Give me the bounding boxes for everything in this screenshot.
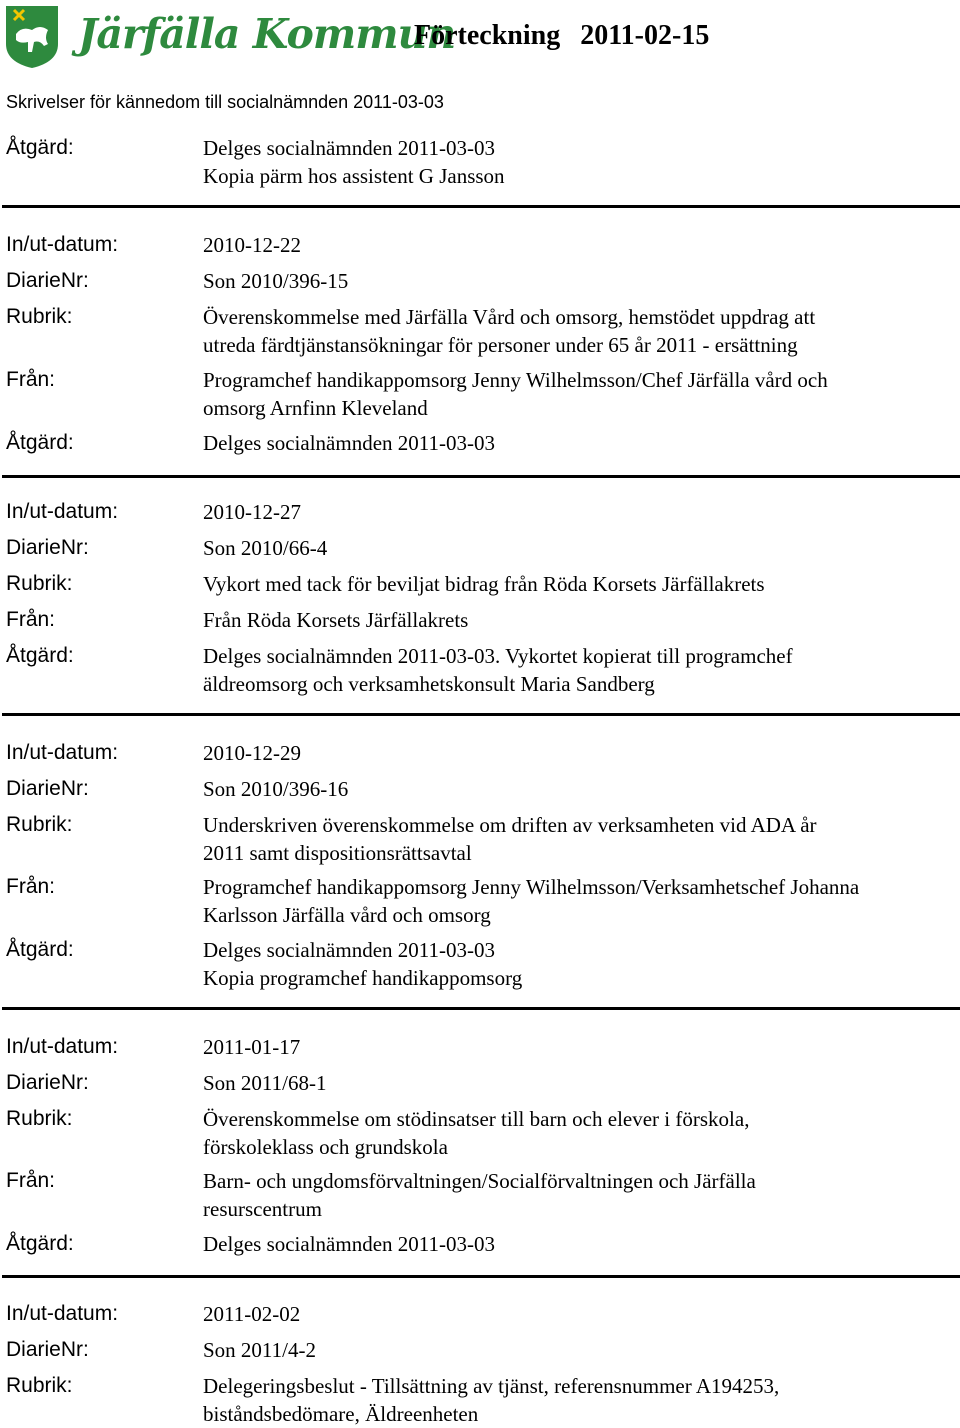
rubrik-line: förskoleklass och grundskola: [203, 1135, 448, 1159]
rubrik-label: Rubrik:: [6, 572, 73, 595]
diarie-value: Son 2010/66-4: [203, 536, 328, 560]
date-value: 2011-01-17: [203, 1035, 301, 1059]
rubrik-label: Rubrik:: [6, 813, 73, 836]
rubrik-value: [203, 1105, 958, 1161]
fran-line: Programchef handikappomsorg Jenny Wilhelmsson/Chef Järfälla vård och: [203, 368, 828, 392]
rubrik-value: [203, 811, 958, 867]
section-divider: [2, 1275, 960, 1278]
atgard-label: Åtgärd:: [6, 136, 74, 159]
fran-value: [203, 1167, 958, 1223]
fran-label: Från:: [6, 368, 56, 391]
date-label: In/ut-datum:: [6, 741, 119, 764]
rubrik-value: [203, 303, 958, 359]
atgard-line: Delges socialnämnden 2011-03-03. Vykortet kopierat till programchef: [203, 644, 793, 668]
date-label: In/ut-datum:: [6, 500, 119, 523]
fran-label: Från:: [6, 608, 56, 631]
diarie-value: Son 2010/396-16: [203, 777, 349, 801]
diarie-label: DiarieNr:: [6, 269, 89, 292]
fran-line: omsorg Arnfinn Kleveland: [203, 396, 428, 420]
section-divider: [2, 713, 960, 716]
date-value: 2010-12-22: [203, 233, 301, 257]
diarie-value: Son 2011/68-1: [203, 1071, 327, 1095]
atgard-value: [203, 642, 958, 698]
fran-line: Programchef handikappomsorg Jenny Wilhelmsson/Verksamhetschef Johanna: [203, 875, 860, 899]
diarie-value: Son 2011/4-2: [203, 1338, 316, 1362]
rubrik-line: Delegeringsbeslut - Tillsättning av tjänst, referensnummer A194253,: [203, 1374, 780, 1398]
atgard-label: Åtgärd:: [6, 644, 74, 667]
atgard-line: äldreomsorg och verksamhetskonsult Maria Sandberg: [203, 672, 655, 696]
fran-value: [203, 873, 958, 929]
atgard-value: [203, 936, 958, 992]
section-divider: [2, 1007, 960, 1010]
fran-line: Karlsson Järfälla vård och omsorg: [203, 903, 491, 927]
fran-label: Från:: [6, 875, 56, 898]
atgard-value: Delges socialnämnden 2011-03-03: [203, 1232, 495, 1256]
rubrik-line: Underskriven överenskommelse om driften av verksamheten vid ADA år: [203, 813, 817, 837]
date-value: 2010-12-29: [203, 741, 301, 765]
rubrik-line: Överenskommelse om stödinsatser till barn och elever i förskola,: [203, 1107, 750, 1131]
municipality-shield-logo: [4, 4, 60, 70]
section-divider: [2, 205, 960, 208]
date-label: In/ut-datum:: [6, 1035, 119, 1058]
fran-line: resurscentrum: [203, 1197, 322, 1221]
document-subtitle: Skrivelser för kännedom till socialnämnden 2011-03-03: [6, 92, 444, 112]
diarie-label: DiarieNr:: [6, 1071, 89, 1094]
rubrik-label: Rubrik:: [6, 305, 73, 328]
date-value: 2011-02-02: [203, 1302, 301, 1326]
atgard-value: Delges socialnämnden 2011-03-03: [203, 431, 495, 455]
diarie-label: DiarieNr:: [6, 1338, 89, 1361]
rubrik-value: Vykort med tack för beviljat bidrag från Röda Korsets Järfällakrets: [203, 572, 765, 596]
atgard-line: Kopia programchef handikappomsorg: [203, 966, 523, 990]
rubrik-line: 2011 samt dispositionsrättsavtal: [203, 841, 472, 865]
date-label: In/ut-datum:: [6, 233, 119, 256]
diarie-label: DiarieNr:: [6, 536, 89, 559]
atgard-line: Delges socialnämnden 2011-03-03: [203, 136, 495, 160]
diarie-label: DiarieNr:: [6, 777, 89, 800]
atgard-label: Åtgärd:: [6, 431, 74, 454]
rubrik-value: [203, 1372, 958, 1428]
atgard-line: Delges socialnämnden 2011-03-03: [203, 938, 495, 962]
fran-label: Från:: [6, 1169, 56, 1192]
date-label: In/ut-datum:: [6, 1302, 119, 1325]
rubrik-line: utreda färdtjänstansökningar för personer under 65 år 2011 - ersättning: [203, 333, 798, 357]
fran-value: [203, 366, 958, 422]
document-title: [414, 20, 709, 52]
fran-line: Barn- och ungdomsförvaltningen/Socialförvaltningen och Järfälla: [203, 1169, 756, 1193]
fran-value: Från Röda Korsets Järfällakrets: [203, 608, 469, 632]
diarie-value: Son 2010/396-15: [203, 269, 349, 293]
page-header: [0, 0, 960, 80]
section-divider: [2, 475, 960, 478]
atgard-value: [203, 134, 958, 190]
municipality-logo-text: Järfälla Kommun: [78, 10, 456, 58]
title-date: 2011-02-15: [580, 20, 710, 51]
atgard-label: Åtgärd:: [6, 1232, 74, 1255]
rubrik-line: biståndsbedömare, Äldreenheten: [203, 1402, 479, 1426]
atgard-label: Åtgärd:: [6, 938, 74, 961]
rubrik-label: Rubrik:: [6, 1374, 73, 1397]
atgard-line: Kopia pärm hos assistent G Jansson: [203, 164, 505, 188]
date-value: 2010-12-27: [203, 500, 301, 524]
rubrik-label: Rubrik:: [6, 1107, 73, 1130]
rubrik-line: Överenskommelse med Järfälla Vård och omsorg, hemstödet uppdrag att: [203, 305, 816, 329]
title-text: Förteckning: [414, 20, 561, 51]
